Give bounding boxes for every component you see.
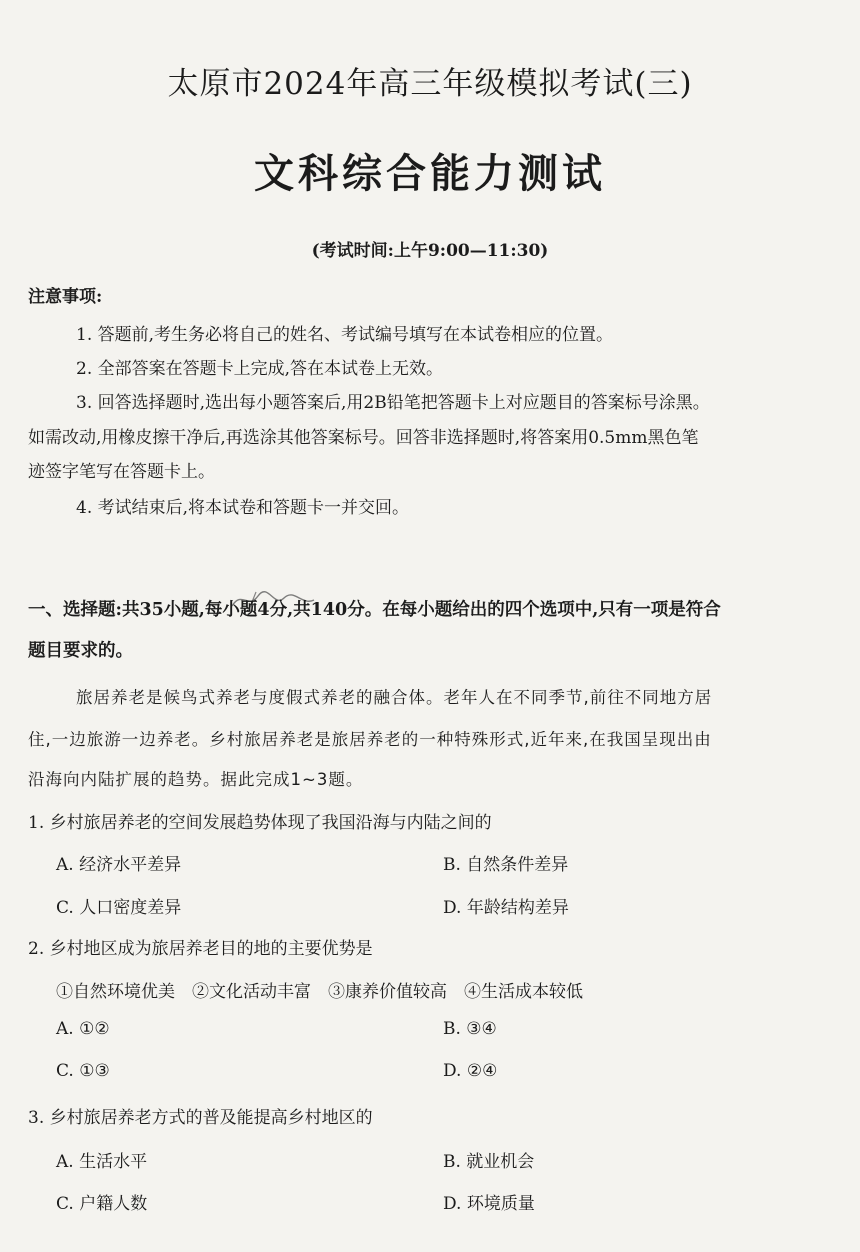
notice-item-4: 4. 考试结束后,将本试卷和答题卡一并交回。 — [76, 498, 410, 518]
section-heading: 一、选择题:共35小题,每小题4分,共140分。在每小题给出的四个选项中,只有一项是符合 — [28, 600, 721, 620]
question-1-option-d[interactable]: D. 年龄结构差异 — [443, 898, 569, 918]
notice-heading: 注意事项: — [28, 287, 103, 307]
passage-line-1: 旅居养老是候鸟式养老与度假式养老的融合体。老年人在不同季节,前往不同地方居 — [76, 688, 713, 707]
question-1-stem: 1. 乡村旅居养老的空间发展趋势体现了我国沿海与内陆之间的 — [28, 813, 492, 833]
question-2-stem: 2. 乡村地区成为旅居养老目的地的主要优势是 — [28, 939, 373, 959]
question-2-option-b[interactable]: B. ③④ — [443, 1019, 497, 1039]
passage-line-3: 沿海向内陆扩展的趋势。据此完成1~3题。 — [28, 770, 364, 789]
notice-item-3: 3. 回答选择题时,选出每小题答案后,用2B铅笔把答题卡上对应题目的答案标号涂黑。 — [76, 393, 710, 413]
question-1-option-c[interactable]: C. 人口密度差异 — [56, 898, 182, 918]
notice-item-3-cont: 如需改动,用橡皮擦干净后,再选涂其他答案标号。回答非选择题时,将答案用0.5mm黑色笔 — [28, 428, 699, 448]
question-1-option-a[interactable]: A. 经济水平差异 — [56, 855, 182, 875]
paper-title: 文科综合能力测试 — [254, 150, 606, 197]
question-2-option-d[interactable]: D. ②④ — [443, 1061, 498, 1081]
question-3-stem: 3. 乡村旅居养老方式的普及能提高乡村地区的 — [28, 1108, 373, 1128]
question-2-items: ①自然环境优美 ②文化活动丰富 ③康养价值较高 ④生活成本较低 — [56, 982, 583, 1002]
question-3-option-c[interactable]: C. 户籍人数 — [56, 1194, 148, 1214]
question-3-option-a[interactable]: A. 生活水平 — [56, 1152, 148, 1172]
question-3-option-b[interactable]: B. 就业机会 — [443, 1152, 535, 1172]
notice-item-1: 1. 答题前,考生务必将自己的姓名、考试编号填写在本试卷相应的位置。 — [76, 325, 614, 345]
notice-item-3-cont-2: 迹签字笔写在答题卡上。 — [28, 462, 215, 482]
exam-title: 太原市2024年高三年级模拟考试(三) — [167, 66, 693, 102]
exam-time: (考试时间:上午9:00—11:30) — [311, 241, 549, 261]
question-1-option-b[interactable]: B. 自然条件差异 — [443, 855, 569, 875]
question-2-option-c[interactable]: C. ①③ — [56, 1061, 110, 1081]
section-heading-cont: 题目要求的。 — [28, 641, 133, 661]
question-3-option-d[interactable]: D. 环境质量 — [443, 1194, 535, 1214]
question-2-option-a[interactable]: A. ①② — [56, 1019, 110, 1039]
notice-item-2: 2. 全部答案在答题卡上完成,答在本试卷上无效。 — [76, 359, 444, 379]
passage-line-2: 住,一边旅游一边养老。乡村旅居养老是旅居养老的一种特殊形式,近年来,在我国呈现出由 — [28, 730, 712, 749]
